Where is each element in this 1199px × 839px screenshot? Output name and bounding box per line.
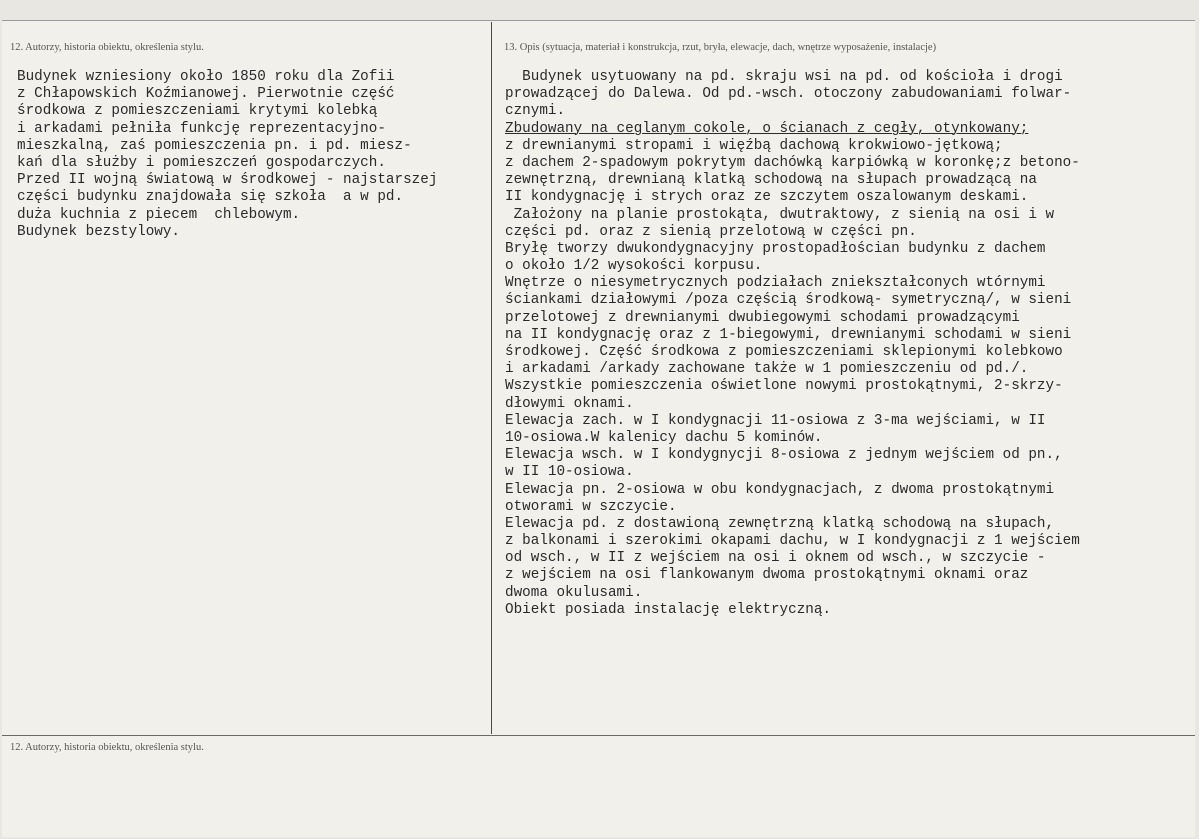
text-line: kań dla służby i pomieszczeń gospodarczych.	[17, 154, 386, 171]
text-line: dłowymi oknami.	[505, 395, 634, 412]
text-line: z wejściem na osi flankowanym dwoma prostokątnymi oknami oraz	[505, 567, 1029, 584]
text-line: II kondygnację i strych oraz ze szczytem oszalowanym deskami.	[505, 189, 1029, 206]
text-line: środkowej. Część środkowa z pomieszczeniami sklepionymi kolebkowo	[505, 344, 1063, 360]
text-line: z Chłapowskich Koźmianowej. Pierwotnie część	[17, 86, 395, 103]
text-line: środkowa z pomieszczeniami krytymi kolebką	[17, 103, 378, 120]
text-line: z balkonami i szerokimi okapami dachu, w I kondygnacji z 1 wejściem	[505, 533, 1080, 550]
text-line: zewnętrzną, drewnianą klatką schodową na słupach prowadzącą na	[505, 172, 1037, 189]
section-bottom-header: 12. Autorzy, historia obiektu, określenia stylu.	[10, 742, 204, 753]
text-line: prowadzącej do Dalewa. Od pd.-wsch. otoczony zabudowaniami folwar-	[505, 86, 1072, 103]
text-line: przelotowej z drewnianymi dwubiegowymi schodami prowadzącymi	[505, 309, 1020, 326]
section-12-text	[17, 69, 487, 241]
text-line: dwoma okulusami.	[505, 584, 643, 601]
text-line: o około 1/2 wysokości korpusu.	[505, 258, 763, 275]
text-line: mieszkalną, zaś pomieszczenia pn. i pd. miesz-	[17, 137, 412, 154]
text-line: Elewacja zach. w I kondygnacji 11-osiowa z 3-ma wejściami, w II	[505, 412, 1046, 429]
text-line: Bryłę tworzy dwukondygnacyjny prostopadłościan budynku z dachem	[505, 240, 1046, 257]
text-line: Zbudowany na ceglanym cokole, o ścianach z cegły, otynkowany;	[505, 120, 1029, 137]
text-line: Budynek wzniesiony około 1850 roku dla Zofii	[17, 69, 395, 85]
text-line: w II 10-osiowa.	[505, 464, 634, 481]
text-line: Obiekt posiada instalację elektryczną.	[505, 601, 832, 618]
section-divider	[2, 735, 1195, 736]
text-line: części budynku znajdowała się szkoła a w pd.	[17, 189, 404, 206]
section-12-header: 12. Autorzy, historia obiektu, określenia stylu.	[10, 42, 204, 53]
text-line: Wszystkie pomieszczenia oświetlone nowymi prostokątnymi, 2-skrzy-	[505, 378, 1063, 395]
text-line: od wsch., w II z wejściem na osi i oknem od wsch., w szczycie -	[505, 550, 1046, 567]
text-line: Wnętrze o niesymetrycznych podziałach zniekształconych wtórnymi	[505, 275, 1046, 292]
text-line: Budynek bezstylowy.	[17, 223, 181, 240]
column-divider	[491, 22, 492, 734]
text-line: otworami w szczycie.	[505, 498, 677, 515]
text-line: Budynek usytuowany na pd. skraju wsi na pd. od kościoła i drogi	[505, 69, 1063, 85]
section-13-text	[505, 69, 1191, 619]
text-line: Elewacja pn. 2-osiowa w obu kondygnacjach, z dwoma prostokątnymi	[505, 481, 1055, 498]
text-line: z drewnianymi stropami i więźbą dachową krokwiowo-jętkową;	[505, 137, 1003, 154]
text-line: na II kondygnację oraz z 1-biegowymi, drewnianymi schodami w sieni	[505, 326, 1072, 343]
text-line: Założony na planie prostokąta, dwutraktowy, z sienią na osi i w	[505, 206, 1055, 223]
text-line: duża kuchnia z piecem chlebowym.	[17, 206, 301, 223]
text-line: Elewacja wsch. w I kondygnycji 8-osiowa z jednym wejściem od pn.,	[505, 447, 1063, 464]
text-line: części pd. oraz z sienią przelotową w części pn.	[505, 223, 917, 240]
section-13-header: 13. Opis (sytuacja, materiał i konstrukcja, rzut, bryła, elewacje, dach, wnętrze wyposażenie, instalacje)	[504, 42, 937, 53]
text-line: Przed II wojną światową w środkowej - najstarszej	[17, 172, 438, 189]
text-line: Elewacja pd. z dostawioną zewnętrzną klatką schodową na słupach,	[505, 515, 1055, 532]
text-line: ściankami działowymi /poza częścią środkową- symetryczną/, w sieni	[505, 292, 1072, 309]
text-line: z dachem 2-spadowym pokrytym dachówką karpiówką w koronkę;z betono-	[505, 154, 1080, 171]
text-line: i arkadami /arkady zachowane także w 1 pomieszczeniu od pd./.	[505, 361, 1029, 378]
text-line: cznymi.	[505, 103, 566, 120]
text-line: 10-osiowa.W kalenicy dachu 5 kominów.	[505, 429, 823, 446]
text-line: i arkadami pełniła funkcję reprezentacyjno-	[17, 120, 386, 137]
